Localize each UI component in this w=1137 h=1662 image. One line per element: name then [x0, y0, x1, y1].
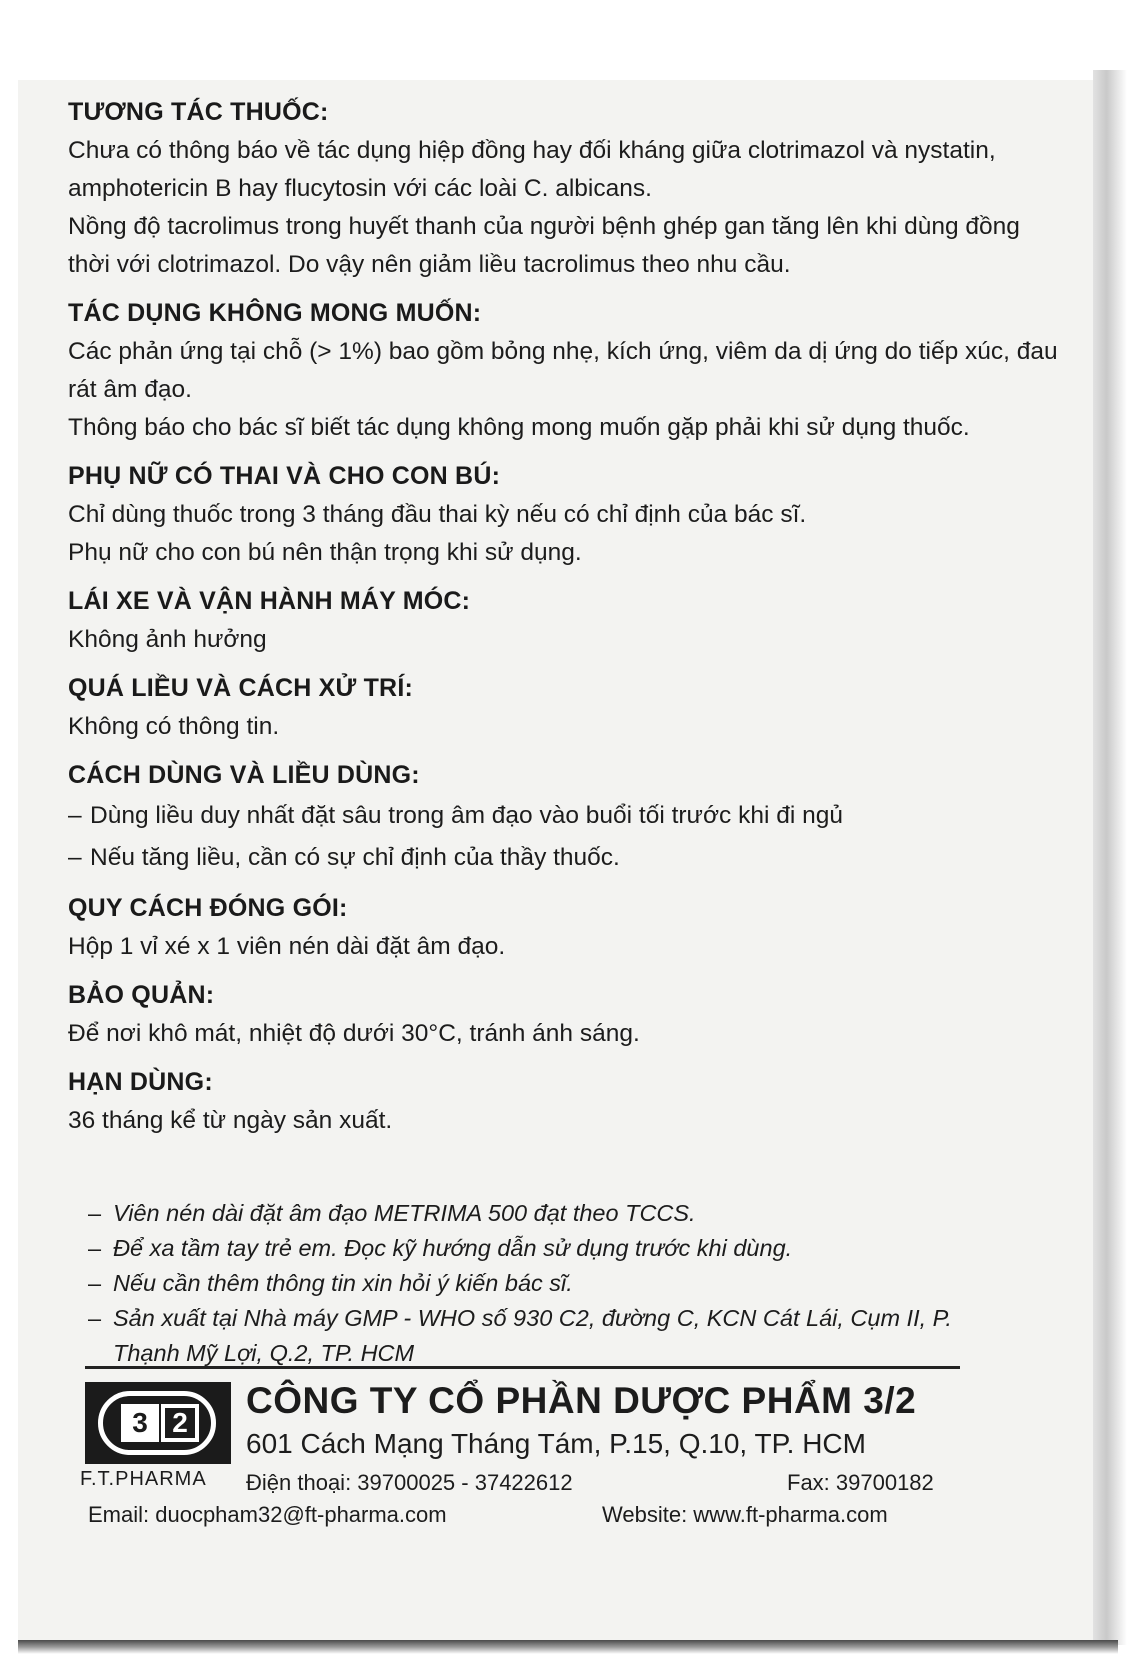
section-expiry [68, 1062, 1058, 1140]
logo-glyph-3: 3 [121, 1404, 159, 1442]
company-fax: Fax: 39700182 [787, 1470, 934, 1495]
company-name: CÔNG TY CỔ PHẦN DƯỢC PHẨM 3/2 [246, 1380, 917, 1421]
notes-block [88, 1196, 978, 1371]
section-side-effects [68, 293, 1058, 447]
section-heading: CÁCH DÙNG VÀ LIỀU DÙNG: [68, 761, 420, 789]
section-heading: QUÁ LIỀU VÀ CÁCH XỬ TRÍ: [68, 674, 413, 702]
section-storage [68, 975, 1058, 1053]
paragraph: Hộp 1 vỉ xé x 1 viên nén dài đặt âm đạo. [68, 933, 506, 960]
paragraph: Không ảnh hưởng [68, 626, 267, 653]
paragraph: 36 tháng kể từ ngày sản xuất. [68, 1107, 393, 1134]
section-heading: HẠN DÙNG: [68, 1068, 213, 1096]
section-overdose [68, 668, 1058, 746]
section-heading: LÁI XE VÀ VẬN HÀNH MÁY MÓC: [68, 587, 471, 615]
company-address: 601 Cách Mạng Tháng Tám, P.15, Q.10, TP. HCM [246, 1428, 866, 1459]
paragraph: Không có thông tin. [68, 713, 280, 740]
section-dosage [68, 755, 1058, 879]
logo-glyph-2: 2 [161, 1404, 199, 1442]
paragraph: Chỉ dùng thuốc trong 3 tháng đầu thai kỳ nếu có chỉ định của bác sĩ. [68, 501, 807, 528]
paragraph: Phụ nữ cho con bú nên thận trọng khi sử dụng. [68, 539, 582, 566]
brand-name: F.T.PHARMA [80, 1468, 207, 1490]
paragraph: Nồng độ tacrolimus trong huyết thanh của người bệnh ghép gan tăng lên khi dùng đồng thời với clotrimazol. Do vậy nên giảm liều tacrolimus theo nhu cầu. [68, 213, 1020, 278]
note-item: – Nếu cần thêm thông tin xin hỏi ý kiến bác sĩ. [88, 1266, 978, 1301]
section-driving [68, 581, 1058, 659]
section-packaging [68, 888, 1058, 966]
list-item: – Nếu tăng liều, cần có sự chỉ định của thầy thuốc. [68, 837, 1058, 879]
dosage-list [68, 795, 1058, 879]
page-edge-shadow [1093, 70, 1127, 1645]
note-item: – Viên nén dài đặt âm đạo METRIMA 500 đạt theo TCCS. [88, 1196, 978, 1231]
paragraph: Thông báo cho bác sĩ biết tác dụng không mong muốn gặp phải khi sử dụng thuốc. [68, 414, 970, 441]
paragraph: Để nơi khô mát, nhiệt độ dưới 30°C, tránh ánh sáng. [68, 1020, 640, 1047]
company-phone: Điện thoại: 39700025 - 37422612 [246, 1470, 573, 1495]
section-heading: BẢO QUẢN: [68, 981, 215, 1009]
company-email: Email: duocpham32@ft-pharma.com [88, 1502, 447, 1527]
paragraph: Chưa có thông báo về tác dụng hiệp đồng hay đối kháng giữa clotrimazol và nystatin, amphotericin B hay flucytosin với các loài C. albicans. [68, 137, 996, 202]
company-website: Website: www.ft-pharma.com [602, 1502, 888, 1527]
divider [85, 1366, 960, 1369]
section-drug-interactions [68, 92, 1058, 284]
section-heading: QUY CÁCH ĐÓNG GÓI: [68, 894, 348, 922]
section-heading: PHỤ NỮ CÓ THAI VÀ CHO CON BÚ: [68, 462, 501, 490]
note-item: – Để xa tầm tay trẻ em. Đọc kỹ hướng dẫn sử dụng trước khi dùng. [88, 1231, 978, 1266]
paragraph: Các phản ứng tại chỗ (> 1%) bao gồm bỏng nhẹ, kích ứng, viêm da dị ứng do tiếp xúc, đau rát âm đạo. [68, 338, 1058, 403]
section-heading: TÁC DỤNG KHÔNG MONG MUỐN: [68, 299, 482, 327]
company-logo [85, 1382, 231, 1464]
leaflet-content [68, 92, 1058, 1149]
list-item: – Dùng liều duy nhất đặt sâu trong âm đạo vào buổi tối trước khi đi ngủ [68, 795, 1058, 837]
section-heading: TƯƠNG TÁC THUỐC: [68, 98, 329, 126]
note-item: – Sản xuất tại Nhà máy GMP - WHO số 930 C2, đường C, KCN Cát Lái, Cụm II, P. Thạnh Mỹ Lợi, Q.2, TP. HCM [88, 1301, 978, 1371]
page-bottom-shadow [18, 1640, 1118, 1654]
section-pregnancy [68, 456, 1058, 572]
